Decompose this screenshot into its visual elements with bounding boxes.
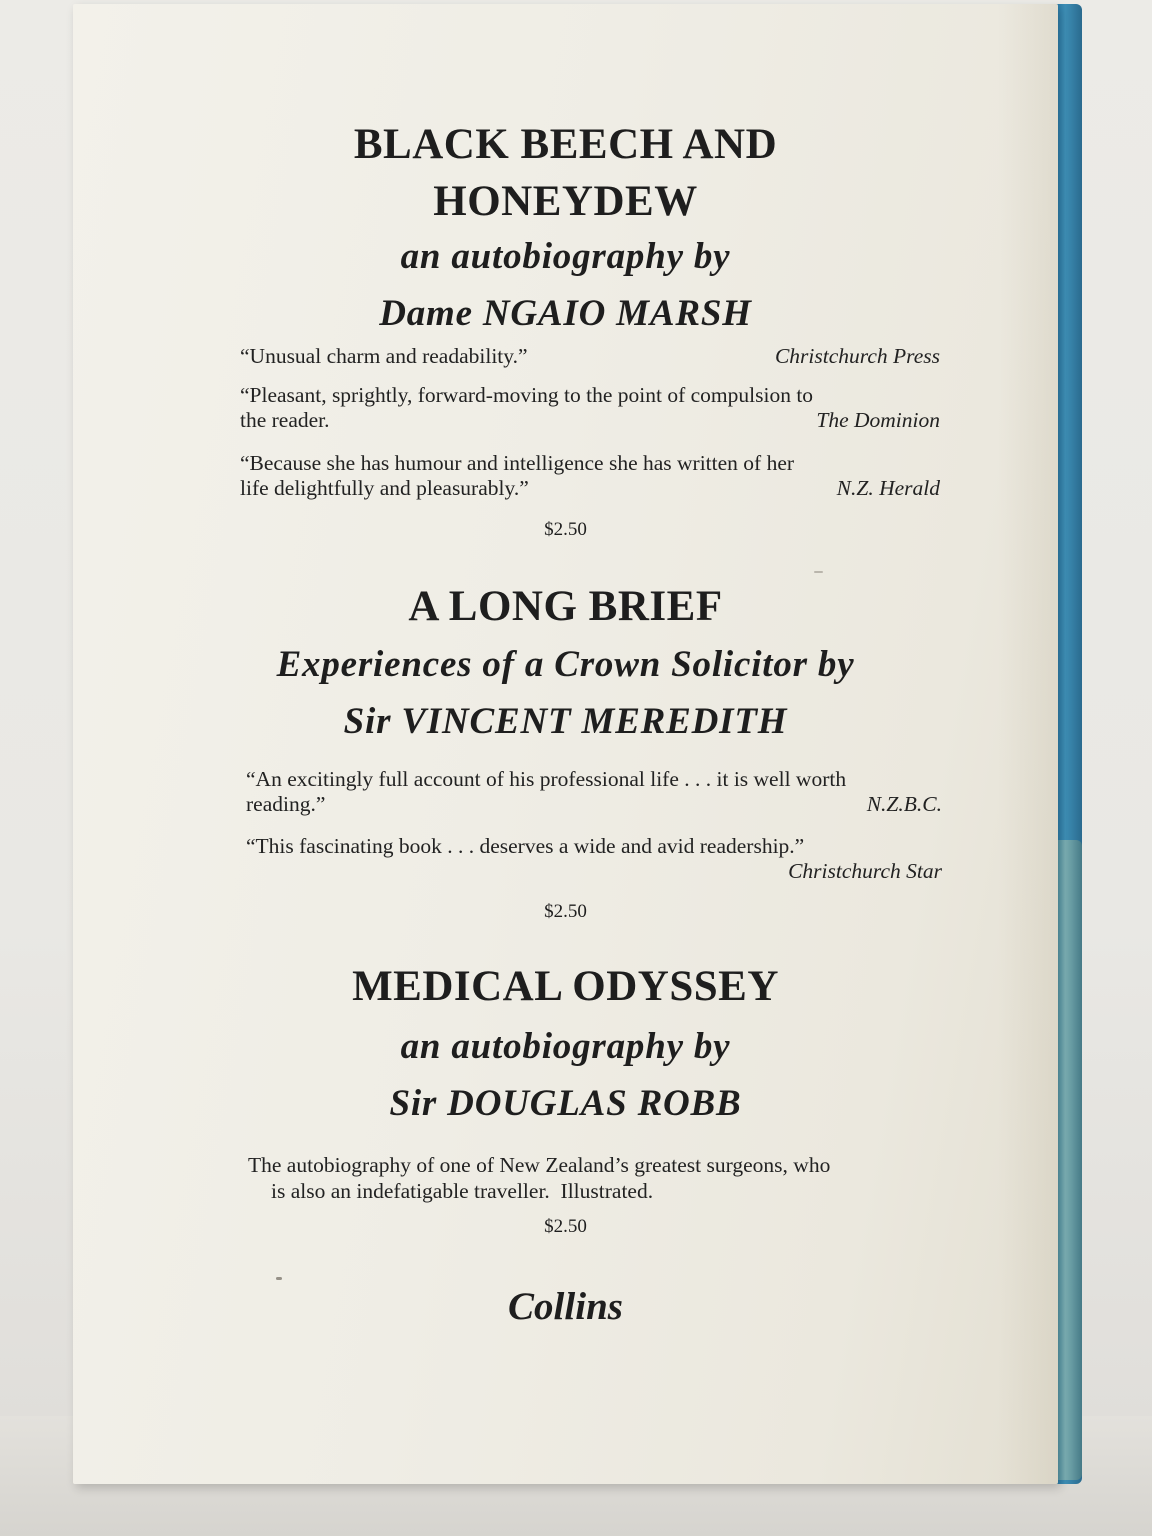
book-2-price: $2.50 <box>544 901 587 922</box>
book-1-subtitle-line-2: Dame NGAIO MARSH <box>379 293 752 334</box>
book-1-price: $2.50 <box>544 519 587 540</box>
paper-mark <box>814 571 823 573</box>
book-2-subtitle-line-2: Sir VINCENT MEREDITH <box>343 701 788 742</box>
paper-mark <box>276 1277 282 1280</box>
book-1-review-1 <box>240 344 940 369</box>
review-source: Christchurch Press <box>774 344 940 368</box>
book-3-subtitle-line-2: Sir DOUGLAS ROBB <box>389 1083 742 1124</box>
review-source: The Dominion <box>816 408 940 432</box>
review-source: N.Z. Herald <box>836 476 940 500</box>
book-2-subtitle <box>73 636 1058 750</box>
book-1-subtitle <box>73 228 1058 342</box>
book-3-description <box>248 1152 968 1204</box>
book-1-review-3 <box>240 451 940 501</box>
description-line-1: The autobiography of one of New Zealand’s greatest surgeons, who <box>248 1153 831 1177</box>
book-2-title-line-1: A LONG BRIEF <box>408 583 723 630</box>
publisher-imprint: Collins <box>508 1285 623 1328</box>
review-source: Christchurch Star <box>788 859 942 883</box>
review-text: “Pleasant, sprightly, forward-moving to the point of compulsion to <box>240 383 814 407</box>
book-1-subtitle-line-1: an autobiography by <box>400 236 731 277</box>
review-text: reading.” <box>246 792 326 816</box>
book-3-title <box>73 958 1058 1015</box>
book-3-price: $2.50 <box>544 1216 587 1237</box>
book-3-subtitle <box>73 1018 1058 1132</box>
dust-jacket-back <box>73 4 1058 1484</box>
book-2-review-2 <box>246 834 942 884</box>
book-2-review-1 <box>246 767 942 817</box>
book-3-title-line-1: MEDICAL ODYSSEY <box>352 963 779 1010</box>
review-text: the reader. <box>240 408 330 432</box>
review-text: life delightfully and pleasurably.” <box>240 476 529 500</box>
review-text: “This fascinating book . . . deserves a wide and avid readership.” <box>246 834 805 858</box>
book-2-title <box>73 578 1058 635</box>
book-2-subtitle-line-1: Experiences of a Crown Solicitor by <box>276 644 855 685</box>
review-text: “Because she has humour and intelligence she has written of her <box>240 451 795 475</box>
book-1-title-line-1: BLACK BEECH AND <box>353 121 778 168</box>
review-text: “Unusual charm and readability.” <box>240 344 528 368</box>
book-1-title-line-2: HONEYDEW <box>433 178 698 225</box>
review-text: “An excitingly full account of his professional life . . . it is well worth <box>246 767 847 791</box>
review-source: N.Z.B.C. <box>866 792 942 816</box>
book-1-review-2 <box>240 383 940 433</box>
book-3-subtitle-line-1: an autobiography by <box>400 1026 731 1067</box>
book-1-title <box>73 116 1058 230</box>
description-line-2: is also an indefatigable traveller. Illustrated. <box>271 1179 654 1203</box>
